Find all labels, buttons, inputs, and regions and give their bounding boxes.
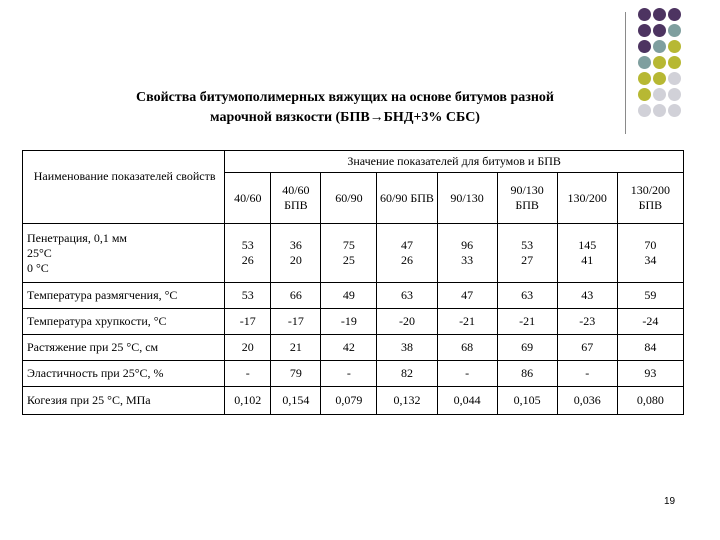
title-line-2: марочной вязкости (БПВ→БНД+3% СБС) — [210, 110, 480, 125]
table-cell: 67 — [557, 335, 617, 361]
decorative-dot — [638, 56, 651, 69]
decorative-dot — [638, 72, 651, 85]
title-line-1: Свойства битумополимерных вяжущих на основе битумов разной — [136, 90, 554, 105]
table-cell: 53 — [225, 283, 271, 309]
table-row — [23, 283, 684, 309]
table-cell: 0,080 — [617, 387, 683, 415]
decorative-dot — [653, 24, 666, 37]
table-cell: -23 — [557, 309, 617, 335]
table-cell: 84 — [617, 335, 683, 361]
table-cell: 47 — [437, 283, 497, 309]
table-cell: 0,105 — [497, 387, 557, 415]
table-cell: 0,044 — [437, 387, 497, 415]
name-column-header: Наименование показателей свойств — [23, 151, 225, 224]
row-label-line: 25°С — [27, 245, 52, 260]
table-cell: -21 — [437, 309, 497, 335]
table-cell: -17 — [225, 309, 271, 335]
table-cell: 0,132 — [377, 387, 437, 415]
column-header: 90/130 — [437, 173, 497, 224]
slide-title — [90, 88, 600, 128]
decorative-dot — [653, 8, 666, 21]
column-header: 130/200 — [557, 173, 617, 224]
decorative-dot — [668, 104, 681, 117]
table-cell: 63 — [497, 283, 557, 309]
table-cell: - — [321, 361, 377, 387]
decorative-dot — [653, 88, 666, 101]
decorative-dot — [638, 24, 651, 37]
decorative-dot — [668, 24, 681, 37]
decorative-dot — [638, 40, 651, 53]
table-cell: 47 26 — [377, 224, 437, 283]
decorative-dot — [638, 8, 651, 21]
table-cell: - — [557, 361, 617, 387]
properties-table — [22, 150, 684, 415]
row-label: Растяжение при 25 °С, см — [23, 335, 225, 361]
table-cell: 0,036 — [557, 387, 617, 415]
table-cell: 38 — [377, 335, 437, 361]
row-label: Эластичность при 25°С, % — [23, 361, 225, 387]
column-header: 60/90 БПВ — [377, 173, 437, 224]
table-cell: 79 — [271, 361, 321, 387]
table-cell: 36 20 — [271, 224, 321, 283]
decorative-dot — [668, 72, 681, 85]
row-label — [23, 224, 225, 283]
decorative-dot — [638, 104, 651, 117]
table-cell: -21 — [497, 309, 557, 335]
table-cell: 20 — [225, 335, 271, 361]
column-header: 40/60 — [225, 173, 271, 224]
decorative-dot — [653, 72, 666, 85]
table-cell: -20 — [377, 309, 437, 335]
table-cell: 86 — [497, 361, 557, 387]
table-cell: 70 34 — [617, 224, 683, 283]
table-cell: 43 — [557, 283, 617, 309]
row-label-line: Пенетрация, 0,1 мм — [27, 230, 128, 245]
table-cell: 93 — [617, 361, 683, 387]
value-column-header: Значение показателей для битумов и БПВ — [225, 151, 684, 173]
table-cell: -24 — [617, 309, 683, 335]
table-cell: 42 — [321, 335, 377, 361]
table-cell: 69 — [497, 335, 557, 361]
decorative-divider — [625, 12, 626, 134]
table-cell: - — [225, 361, 271, 387]
table-cell: 66 — [271, 283, 321, 309]
column-header: 90/130 БПВ — [497, 173, 557, 224]
table-row-penetration — [23, 224, 684, 283]
table-row — [23, 387, 684, 415]
table-cell: 53 27 — [497, 224, 557, 283]
table-cell: 21 — [271, 335, 321, 361]
decorative-dot — [653, 104, 666, 117]
table-cell: 0,079 — [321, 387, 377, 415]
table-cell: 63 — [377, 283, 437, 309]
column-header: 130/200 БПВ — [617, 173, 683, 224]
decorative-dot — [668, 88, 681, 101]
table-cell: -19 — [321, 309, 377, 335]
decorative-dot — [668, 40, 681, 53]
table-cell: 59 — [617, 283, 683, 309]
row-label: Температура размягчения, °С — [23, 283, 225, 309]
column-header: 40/60 БПВ — [271, 173, 321, 224]
row-label-line: 0 °С — [27, 260, 49, 275]
row-label: Когезия при 25 °С, МПа — [23, 387, 225, 415]
table-row — [23, 361, 684, 387]
table-cell: 68 — [437, 335, 497, 361]
decorative-dot — [653, 56, 666, 69]
table-cell: 145 41 — [557, 224, 617, 283]
table-cell: 75 25 — [321, 224, 377, 283]
table-row — [23, 335, 684, 361]
table-cell: 82 — [377, 361, 437, 387]
row-label: Температура хрупкости, °С — [23, 309, 225, 335]
column-header: 60/90 — [321, 173, 377, 224]
table-cell: -17 — [271, 309, 321, 335]
table-cell: - — [437, 361, 497, 387]
table-cell: 0,102 — [225, 387, 271, 415]
decorative-dot — [668, 8, 681, 21]
decorative-dot — [653, 40, 666, 53]
table-cell: 96 33 — [437, 224, 497, 283]
decorative-dot — [668, 56, 681, 69]
table-row — [23, 309, 684, 335]
table-cell: 49 — [321, 283, 377, 309]
page-number: 19 — [664, 496, 676, 507]
decorative-dot — [638, 88, 651, 101]
table-cell: 0,154 — [271, 387, 321, 415]
table-cell: 53 26 — [225, 224, 271, 283]
